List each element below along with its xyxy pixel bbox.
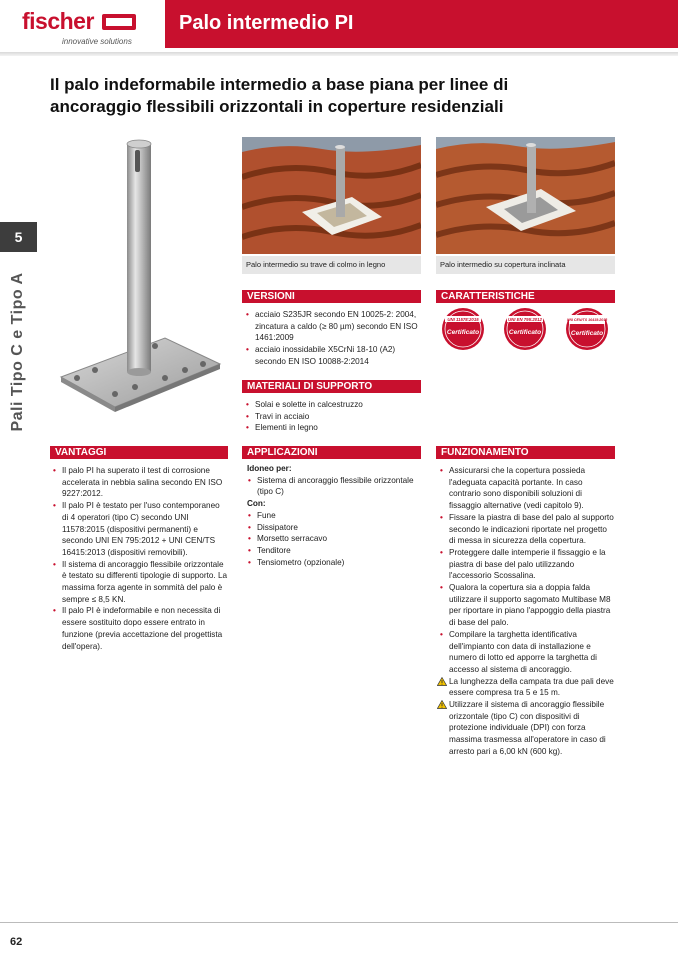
chapter-label: Pali Tipo C e Tipo A bbox=[9, 272, 26, 432]
idoneo-list bbox=[247, 475, 427, 498]
warning-text: La lunghezza della campata tra due pali deve essere compresa tra 5 e 15 m. bbox=[449, 676, 614, 698]
list-item: • Fune bbox=[247, 510, 427, 522]
list-item: • Travi in acciaio bbox=[245, 411, 420, 423]
logo-emblem bbox=[102, 14, 136, 30]
product-headline bbox=[50, 74, 590, 118]
cert-badge-en-795 bbox=[503, 307, 547, 351]
logo-tagline: innovative solutions bbox=[62, 37, 132, 46]
con-list bbox=[247, 510, 427, 569]
section-applicazioni-heading: APPLICAZIONI bbox=[242, 446, 421, 459]
list-item: • Elementi in legno bbox=[245, 422, 420, 434]
list-item: • Assicurarsi che la copertura possieda l'adeguata capacità portante. In caso contrario sono disponibili soluzioni di fissaggio alternative (vedi capitolo 9). bbox=[439, 465, 615, 512]
fischer-logo bbox=[0, 0, 165, 56]
chapter-tab bbox=[0, 252, 37, 452]
list-item: • Sistema di ancoraggio flessibile orizzontale (tipo C) bbox=[247, 475, 427, 498]
list-item: • Il palo PI ha superato il test di corrosione accelerata in nebbia salina secondo EN ISO 9227:2012. bbox=[52, 465, 228, 500]
warning-item bbox=[439, 699, 615, 758]
applicazioni-content bbox=[247, 463, 427, 568]
warning-item bbox=[439, 676, 615, 699]
warning-text: Utilizzare il sistema di ancoraggio flessibile orizzontale (tipo C) con dispositivi di protezione individuale (DPI) con forza massima trasmessa all'operatore in caso di arresto pari a 6,00 kN (600 kg). bbox=[449, 700, 606, 756]
header-divider bbox=[0, 52, 678, 56]
vantaggi-list bbox=[52, 465, 228, 652]
list-item: • Solai e solette in calcestruzzo bbox=[245, 399, 420, 411]
logo-wordmark: fischer bbox=[22, 8, 94, 34]
warning-icon bbox=[437, 677, 447, 686]
cert-standard-text: UNI EN 795:2012 bbox=[508, 317, 542, 322]
headline-line-2: ancoraggio flessibili orizzontali in coperture residenziali bbox=[50, 97, 504, 116]
list-item: • Fissare la piastra di base del palo al supporto secondo le indicazioni riportate nel progetto di messa in sicurezza della copertura. bbox=[439, 512, 615, 547]
page-number: 62 bbox=[10, 936, 23, 948]
cert-standard-text: UNI CEN/TS 16415:2013 bbox=[566, 318, 608, 322]
section-caratteristiche-heading: CARATTERISTICHE bbox=[436, 290, 615, 303]
list-item: • Proteggere dalle intemperie il fissaggio e la piastra di base del palo utilizzando l'accessorio Scossalina. bbox=[439, 547, 615, 582]
cert-standard-text: UNI 11578:2015 bbox=[447, 317, 479, 322]
photo-caption-2: Palo intermedio su copertura inclinata bbox=[436, 256, 615, 274]
photo-inclined-roof bbox=[436, 137, 615, 254]
list-item: • Dissipatore bbox=[247, 522, 427, 534]
list-item: • Morsetto serracavo bbox=[247, 533, 427, 545]
section-versioni-heading: VERSIONI bbox=[242, 290, 421, 303]
photo-ridge-beam bbox=[242, 137, 421, 254]
versioni-list bbox=[245, 309, 420, 368]
funzionamento-list bbox=[439, 465, 615, 758]
headline-line-1: Il palo indeformabile intermedio a base piana per linee di bbox=[50, 75, 509, 94]
list-item: • Il palo PI è indeformabile e non necessita di essere sostituito dopo essere entrato in funzione (previa accettazione del progettista dell'opera). bbox=[52, 605, 228, 652]
list-item: • Il sistema di ancoraggio flessibile orizzontale è testato su differenti tipologie di supporto. La massima forza agente in sommità del palo è sempre ≤ 8,5 KN. bbox=[52, 559, 228, 606]
warning-icon bbox=[437, 700, 447, 709]
cert-label-text: Certificato bbox=[508, 329, 542, 336]
chapter-number: 5 bbox=[0, 222, 37, 252]
title-bar bbox=[165, 0, 678, 48]
cert-badge-cen-ts-16415 bbox=[565, 307, 609, 351]
section-funzionamento-heading: FUNZIONAMENTO bbox=[436, 446, 615, 459]
list-item: • acciaio S235JR secondo EN 10025-2: 2004, zincatura a caldo (≥ 80 µm) secondo EN ISO 1461:2009 bbox=[245, 309, 420, 344]
cert-label-text: Certificato bbox=[446, 329, 480, 336]
section-vantaggi-heading: VANTAGGI bbox=[50, 446, 228, 459]
list-item: • Qualora la copertura sia a doppia falda utilizzare il supporto sagomato Multibase M8 per riportare in piano l'appoggio della piastra di base del palo. bbox=[439, 582, 615, 629]
cert-badge-uni-11578 bbox=[441, 307, 485, 351]
section-materiali-heading: MATERIALI DI SUPPORTO bbox=[242, 380, 421, 393]
list-item: • Tenditore bbox=[247, 545, 427, 557]
list-item: • Tensiometro (opzionale) bbox=[247, 557, 427, 569]
cert-label-text: Certificato bbox=[570, 330, 604, 337]
product-image bbox=[55, 132, 225, 422]
con-label: Con: bbox=[247, 499, 266, 509]
list-item: • acciaio inossidabile X5CrNi 18-10 (A2) secondo EN ISO 10088-2:2014 bbox=[245, 344, 420, 367]
materiali-list bbox=[245, 399, 420, 434]
page-header bbox=[0, 0, 678, 56]
page-title: Palo intermedio PI bbox=[179, 12, 354, 34]
footer-divider bbox=[0, 922, 678, 923]
photo-caption-1: Palo intermedio su trave di colmo in legno bbox=[242, 256, 421, 274]
list-item: • Il palo PI è testato per l'uso contemporaneo di 4 operatori (tipo C) secondo UNI 11578:2015 (dispositivi permanenti) e secondo UNI EN 795:2012 + UNI CEN/TS 16415:2013 (dispositivi removibili). bbox=[52, 500, 228, 559]
idoneo-label: Idoneo per: bbox=[247, 464, 292, 473]
list-item: • Compilare la targhetta identificativa dell'impianto con data di installazione e numero di lotto ed apporre la targhetta di accesso al sistema di ancoraggio. bbox=[439, 629, 615, 676]
